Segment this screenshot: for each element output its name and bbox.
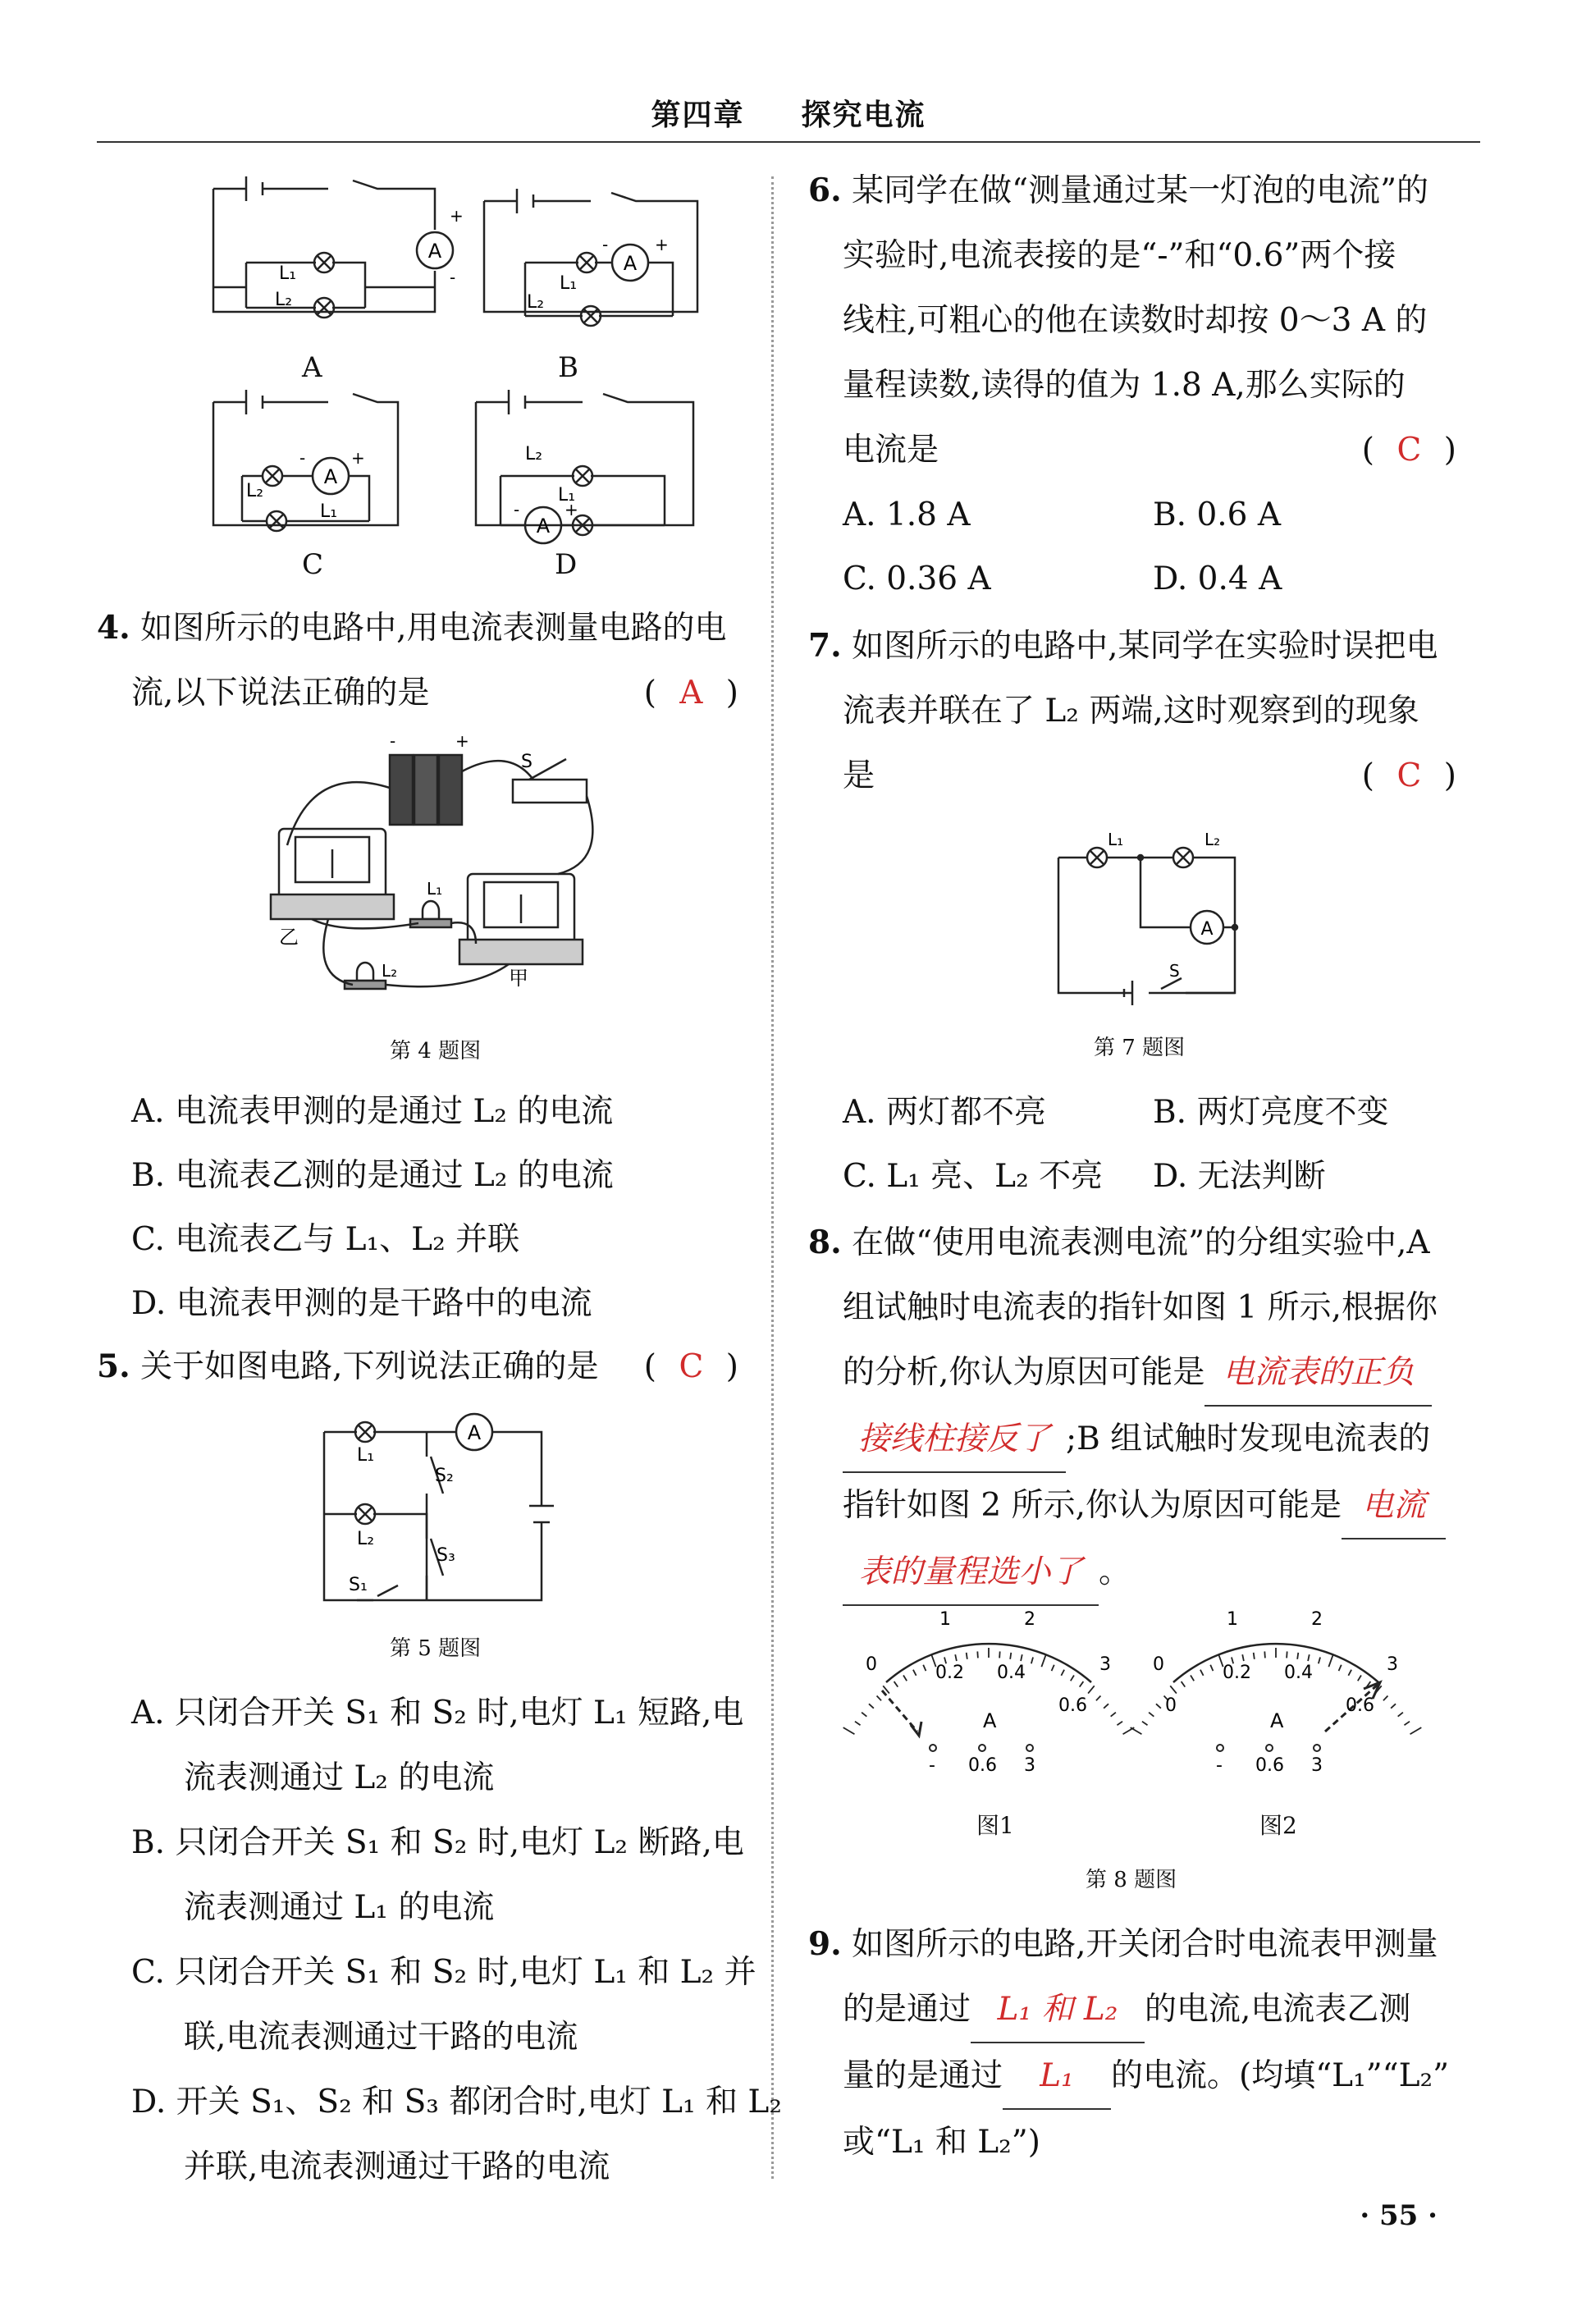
question-number: 7. — [808, 627, 842, 665]
dial-tick — [1210, 1665, 1213, 1671]
ammeter-label: A — [536, 515, 551, 538]
fig-label-b: B — [558, 351, 578, 384]
q4-apparatus-figure — [263, 730, 607, 1009]
tick-label: 0.6 — [1346, 1695, 1374, 1716]
plus-sign: + — [450, 206, 464, 226]
dial-tick — [1358, 1676, 1361, 1681]
minus-sign: - — [602, 235, 609, 254]
lamp-l2-label: L₂ — [527, 292, 545, 313]
terminal-label: 3 — [1311, 1755, 1323, 1776]
dial-tick — [1010, 1653, 1011, 1659]
tick-label: 0.6 — [1058, 1695, 1087, 1716]
tick-label: 1 — [1227, 1609, 1238, 1630]
option-d: D. 电流表甲测的是干路中的电流 — [131, 1285, 592, 1322]
option-text: 联,电流表测通过干路的电流 — [184, 2019, 578, 2056]
answer-blank-1: L₁ 和 L₂ — [971, 1977, 1145, 2043]
option-text: D. 开关 S₁、S₂ 和 S₃ 都闭合时,电灯 L₁ 和 L₂ — [131, 2084, 782, 2120]
switch-s2-label: S₂ — [435, 1466, 454, 1486]
answer-mark: C — [679, 1348, 704, 1385]
q7-circuit-figure — [1042, 829, 1264, 1001]
ammeter-label: A — [1200, 919, 1214, 940]
option-c: C. 电流表乙与 L₁、L₂ 并联 — [131, 1221, 520, 1258]
dial-tick — [1242, 1654, 1244, 1661]
terminal-label: 3 — [1024, 1755, 1035, 1776]
tick-label: 0 — [866, 1654, 877, 1675]
option-text: 流表测通过 L₂ 的电流 — [184, 1759, 495, 1796]
unit-label: A — [983, 1709, 997, 1732]
question-number: 9. — [808, 1925, 842, 1963]
question-text: 指针如图 2 所示,你认为原因可能是 — [843, 1487, 1342, 1524]
question-text: 如图所示的电路中,用电流表测量电路的电 — [140, 610, 727, 647]
dial-tick — [1297, 1653, 1298, 1659]
question-number: 6. — [808, 172, 842, 209]
tick-label: 0.2 — [1223, 1663, 1251, 1683]
dial-tick — [1149, 1713, 1154, 1717]
figure-caption: 第 8 题图 — [1086, 1868, 1177, 1892]
dial-tick — [1071, 1676, 1074, 1681]
answer-blank-1b: 接线柱接反了 — [843, 1407, 1066, 1473]
answer-blank-2: L₁ — [1003, 2043, 1111, 2110]
chapter-label: 第四章 — [651, 98, 745, 132]
dial-tick — [1117, 1722, 1122, 1726]
question-text: 关于如图电路,下列说法正确的是 — [140, 1348, 599, 1385]
dial-tick — [843, 1727, 855, 1734]
minus-sign: - — [299, 448, 306, 468]
question-text: ;B 组试触时发现电流表的 — [1066, 1420, 1431, 1457]
ammeter-label: A — [427, 240, 442, 263]
option-b — [131, 1810, 744, 1940]
dial-tick — [903, 1676, 907, 1681]
option-text: 并联,电流表测通过干路的电流 — [184, 2148, 610, 2185]
dial-tick — [1200, 1670, 1204, 1676]
lamp-l2-label: L₂ — [1204, 830, 1221, 849]
lamp-l1-label: L₁ — [427, 879, 443, 899]
option-d: D. 0.4 A — [1153, 560, 1282, 597]
q3-circuit-b — [468, 172, 714, 328]
option-text: A. 只闭合开关 S₁ 和 S₂ 时,电灯 L₁ 短路,电 — [131, 1695, 744, 1732]
question-text: 在做“使用电流表测电流”的分组实验中,A — [852, 1224, 1430, 1261]
dial-tick — [1398, 1713, 1403, 1717]
question-text: 或“L₁ 和 L₂”) — [843, 2124, 1040, 2161]
dial-tick — [1391, 1704, 1396, 1708]
fig-label-c: C — [302, 548, 324, 581]
lamp-l2-label: L₂ — [357, 1529, 375, 1549]
option-c: C. 0.36 A — [843, 560, 991, 597]
figure-caption: 第 7 题图 — [1094, 1036, 1186, 1060]
terminal-label: 0.6 — [1255, 1755, 1284, 1776]
tick-label: 0.2 — [935, 1663, 964, 1683]
tick-label: 2 — [1024, 1609, 1035, 1630]
minus-sign: - — [514, 500, 520, 519]
lamp-l1-label: L₁ — [560, 273, 578, 294]
q3-circuit-d — [459, 386, 706, 550]
tick-label: 0 — [1165, 1695, 1177, 1716]
dial-tick — [1170, 1686, 1177, 1693]
ammeter-label: A — [623, 252, 638, 275]
lamp-l2-label: L₂ — [275, 290, 293, 310]
lamp-l1-label: L₁ — [558, 485, 576, 506]
question-4 — [97, 596, 727, 661]
answer-mark: C — [1396, 432, 1422, 469]
minus-sign: - — [450, 268, 456, 287]
question-text: 实验时,电流表接的是“-”和“0.6”两个接 — [843, 237, 1396, 274]
q3-circuit-a — [197, 172, 464, 328]
switch-s1-label: S₁ — [349, 1575, 368, 1595]
lamp-l1-label: L₁ — [1108, 830, 1124, 849]
figure-caption: 第 4 题图 — [390, 1039, 482, 1064]
dial-tick — [1404, 1722, 1410, 1726]
dial-tick — [1061, 1670, 1064, 1676]
plus-sign: + — [455, 731, 469, 751]
question-text: 的是通过 — [843, 1991, 971, 2028]
dial-tick — [1339, 1665, 1342, 1671]
dial-tick — [855, 1722, 861, 1726]
dial-tick — [1348, 1670, 1351, 1676]
lamp-l1-label: L₁ — [279, 263, 297, 284]
ammeter-dial-figure-2 — [1140, 1608, 1403, 1776]
question-6: 6. 某同学在做“测量通过某一灯泡的电流”的 实验时,电流表接的是“-”和“0.6”两个接 线柱,可粗心的他在读数时却按 0～3 A 的 量程读数,读得的值为 1.8 A,那么实际的 电流是 ( C ) — [808, 158, 1456, 483]
switch-label: S — [1169, 961, 1180, 981]
terminal-label: 0.6 — [968, 1755, 997, 1776]
column-divider — [771, 176, 774, 2179]
tick-label: 3 — [1099, 1654, 1111, 1675]
dial-tick — [1254, 1653, 1255, 1659]
question-text: 线柱,可粗心的他在读数时却按 0～3 A 的 — [843, 302, 1428, 339]
dial-tick — [1021, 1654, 1022, 1661]
header-rule — [97, 141, 1480, 143]
fig-label-a: A — [302, 351, 322, 384]
option-text: 流表测通过 L₁ 的电流 — [184, 1889, 495, 1926]
dial-tick — [1156, 1704, 1161, 1708]
minus-sign: - — [390, 731, 396, 751]
plus-sign: + — [351, 448, 365, 468]
lamp-l1-label: L₁ — [357, 1445, 375, 1466]
dial-tick — [1041, 1654, 1045, 1667]
question-text: 如图所示的电路,开关闭合时电流表甲测量 — [852, 1926, 1438, 1963]
dial-tick — [1111, 1713, 1116, 1717]
ammeter-label: A — [467, 1421, 482, 1444]
question-8 — [808, 1210, 1456, 1606]
question-text: 量程读数,读得的值为 1.8 A,那么实际的 — [843, 367, 1406, 404]
dial-tick — [1328, 1654, 1332, 1667]
question-text: 的电流。(均填“L₁”“L₂” — [1111, 2057, 1450, 2094]
option-a: A. 两灯都不亮 — [843, 1094, 1046, 1131]
dial-tick — [877, 1696, 882, 1701]
question-text: 的电流,电流表乙测 — [1145, 1991, 1411, 2028]
option-b: B. 0.6 A — [1153, 496, 1282, 533]
switch-s3-label: S₃ — [437, 1545, 455, 1566]
dial-tick — [1191, 1676, 1194, 1681]
ammeter-yi-label: 乙 — [279, 926, 299, 949]
fig-label-d: D — [555, 548, 578, 581]
option-a — [131, 1681, 743, 1810]
question-text: 组试触时电流表的指针如图 1 所示,根据你 — [843, 1289, 1438, 1326]
question-text: 量的是通过 — [843, 2057, 1003, 2094]
figure-1-label: 图1 — [976, 1812, 1014, 1839]
answer-blank-2a: 电流 — [1342, 1473, 1446, 1539]
dial-tick — [1096, 1696, 1101, 1701]
q5-circuit-figure — [312, 1411, 574, 1617]
dial-tick — [923, 1665, 926, 1671]
dial-tick — [955, 1654, 957, 1661]
switch-label: S — [521, 752, 533, 772]
question-7: 7. 如图所示的电路中,某同学在实验时误把电 流表并联在了 L₂ 两端,这时观察到的现象 是 ( C ) — [808, 614, 1456, 808]
dial-tick — [999, 1651, 1000, 1658]
question-text: 是 — [843, 757, 875, 794]
answer-blank-1a: 电流表的正负 — [1204, 1340, 1432, 1407]
dial-tick — [862, 1713, 866, 1717]
dial-tick — [1088, 1686, 1095, 1693]
question-number: 5. — [97, 1347, 130, 1385]
option-a: A. 1.8 A — [843, 496, 971, 533]
option-c — [131, 1940, 757, 2070]
dial-tick — [1080, 1681, 1084, 1687]
dial-tick — [1104, 1704, 1108, 1708]
figure-2-label: 图2 — [1259, 1812, 1297, 1839]
question-4-line2: 流,以下说法正确的是 ( A ) — [131, 661, 738, 725]
option-text: C. 只闭合开关 S₁ 和 S₂ 时,电灯 L₁ 和 L₂ 并 — [131, 1954, 757, 1991]
option-b: B. 两灯亮度不变 — [1153, 1094, 1389, 1131]
unit-label: A — [1270, 1709, 1284, 1732]
ammeter-dial-figure-1 — [853, 1608, 1116, 1776]
option-a: A. 电流表甲测的是通过 L₂ 的电流 — [131, 1093, 614, 1130]
lamp-l2-label: L₂ — [382, 961, 398, 981]
answer-blank-2b: 表的量程选小了 — [843, 1539, 1099, 1606]
tick-label: 1 — [939, 1609, 951, 1630]
tick-label: 2 — [1311, 1609, 1323, 1630]
question-5: 5. 关于如图电路,下列说法正确的是 ( C ) — [97, 1334, 738, 1399]
question-text: 。 — [1099, 1553, 1131, 1590]
dial-tick — [1264, 1651, 1265, 1658]
lamp-l1-label: L₁ — [320, 501, 338, 522]
plus-sign: + — [655, 235, 669, 254]
option-text: B. 只闭合开关 S₁ 和 S₂ 时,电灯 L₂ 断路,电 — [131, 1824, 744, 1861]
lamp-l2-label: L₂ — [246, 481, 264, 501]
dial-tick — [869, 1704, 874, 1708]
dial-tick — [1131, 1727, 1142, 1734]
page-number: · 55 · — [1360, 2199, 1438, 2232]
dial-tick — [1383, 1696, 1388, 1701]
dial-tick — [913, 1670, 916, 1676]
question-text: 电流是 — [843, 432, 939, 469]
tick-label: 0.4 — [1284, 1663, 1313, 1683]
lamp-l2-label: L₂ — [525, 444, 543, 464]
question-text: 某同学在做“测量通过某一灯泡的电流”的 — [852, 172, 1429, 209]
question-text: 流,以下说法正确的是 — [131, 675, 430, 711]
option-d — [131, 2070, 782, 2199]
section-title: 探究电流 — [801, 98, 926, 132]
question-text: 如图所示的电路中,某同学在实验时误把电 — [852, 628, 1438, 665]
terminal-label: - — [929, 1755, 935, 1776]
ammeter-label: A — [323, 465, 338, 488]
option-c: C. L₁ 亮、L₂ 不亮 — [843, 1158, 1104, 1195]
answer-mark: A — [679, 675, 703, 711]
question-text: 的分析,你认为原因可能是 — [843, 1354, 1205, 1391]
dial-tick — [977, 1651, 978, 1658]
page-header — [0, 92, 1577, 134]
ammeter-jia-label: 甲 — [509, 967, 528, 990]
question-9 — [808, 1912, 1456, 2175]
dial-tick — [1182, 1681, 1186, 1687]
tick-label: 0.4 — [997, 1663, 1026, 1683]
figure-caption: 第 5 题图 — [390, 1636, 482, 1661]
question-text: 流表并联在了 L₂ 两端,这时观察到的现象 — [843, 693, 1419, 730]
dial-tick — [1319, 1658, 1320, 1664]
dial-tick — [894, 1681, 898, 1687]
dial-tick — [1308, 1654, 1310, 1661]
dial-tick — [1410, 1727, 1422, 1734]
tick-label: 0 — [1153, 1654, 1164, 1675]
plus-sign: + — [565, 500, 578, 519]
terminal-label: - — [1216, 1755, 1223, 1776]
q3-circuit-c — [197, 386, 459, 542]
question-number: 4. — [97, 609, 130, 647]
answer-mark: C — [1396, 757, 1422, 794]
dial-tick — [1052, 1665, 1054, 1671]
option-b: B. 电流表乙测的是通过 L₂ 的电流 — [131, 1157, 614, 1194]
option-d: D. 无法判断 — [1153, 1158, 1326, 1195]
dial-tick — [1142, 1722, 1148, 1726]
dial-tick — [1031, 1658, 1033, 1664]
tick-label: 3 — [1387, 1654, 1398, 1675]
question-number: 8. — [808, 1224, 842, 1261]
